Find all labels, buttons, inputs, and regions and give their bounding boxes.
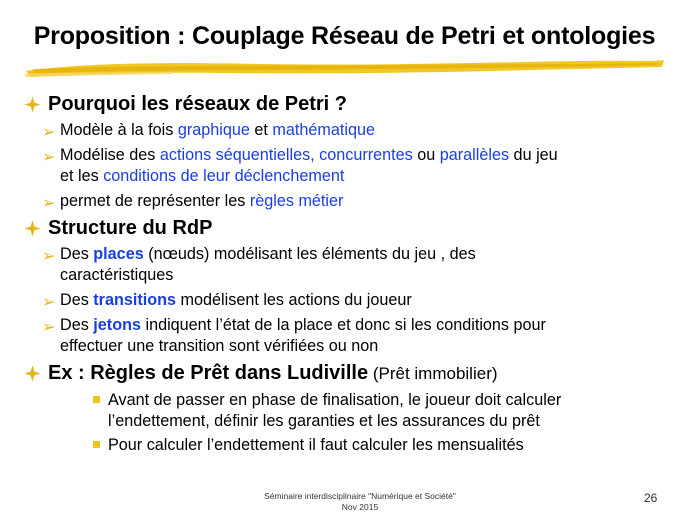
slide-content — [24, 92, 684, 459]
section-heading-pourquoi — [24, 92, 684, 116]
highlight-text: règles métier — [249, 192, 344, 210]
arrow-bullet-icon: ➢ — [42, 294, 56, 311]
list-item — [24, 244, 684, 286]
section-heading-text: Ex : Règles de Prêt dans Ludiville — [48, 362, 369, 384]
title-underline-brush — [22, 56, 667, 82]
arrow-bullet-icon: ➢ — [42, 319, 56, 336]
text: et — [249, 121, 273, 139]
text: Pour calculer l’endettement il faut calculer les mensualités — [108, 436, 524, 454]
highlight-text: graphique — [177, 121, 250, 139]
arrow-bullet-icon: ➢ — [42, 195, 56, 212]
text: Des — [60, 316, 94, 334]
section-heading-structure — [24, 216, 684, 240]
text: du jeu — [509, 146, 558, 164]
section-heading-text: Structure du RdP — [48, 217, 213, 239]
text: caractéristiques — [60, 266, 174, 284]
highlight-text: jetons — [93, 316, 141, 334]
square-bullet-icon — [93, 396, 100, 403]
footer-date: Nov 2015 — [341, 502, 379, 512]
list-item — [24, 290, 684, 311]
text: et les — [60, 167, 104, 185]
footer-seminar: Séminaire interdisciplinaire "Numérique et Société" — [264, 491, 456, 501]
list-item — [24, 145, 684, 187]
text: permet de représenter les — [60, 192, 250, 210]
highlight-text: mathématique — [272, 121, 375, 139]
section-heading-exemple — [24, 361, 684, 386]
diamond-bullet-icon — [24, 96, 41, 113]
text: Des — [60, 245, 94, 263]
section-heading-note: (Prêt immobilier) — [368, 364, 498, 383]
arrow-bullet-icon: ➢ — [42, 149, 56, 166]
square-bullet-icon — [93, 441, 100, 448]
text: Modèle à la fois — [60, 121, 178, 139]
page-number: 26 — [644, 491, 658, 505]
slide-title: Proposition : Couplage Réseau de Petri et ontologies — [33, 22, 656, 50]
highlight-text: conditions de leur déclenchement — [103, 167, 345, 185]
arrow-bullet-icon: ➢ — [42, 248, 56, 265]
list-item — [24, 315, 684, 357]
text: Avant de passer en phase de finalisation, le joueur doit calculer — [108, 391, 562, 409]
text: effectuer une transition sont vérifiées ou non — [60, 337, 379, 355]
list-item — [24, 435, 684, 456]
section-heading-text: Pourquoi les réseaux de Petri ? — [48, 93, 347, 115]
text: (nœuds) modélisant les éléments du jeu , des — [143, 245, 476, 263]
text: ou — [412, 146, 440, 164]
highlight-text: places — [93, 245, 144, 263]
list-item — [24, 390, 684, 432]
highlight-text: transitions — [93, 291, 177, 309]
diamond-bullet-icon — [24, 220, 41, 237]
highlight-text: actions séquentielles, concurrentes — [159, 146, 413, 164]
text: indiquent l’état de la place et donc si les conditions pour — [140, 316, 546, 334]
list-item — [24, 191, 684, 212]
text: Des — [60, 291, 94, 309]
diamond-bullet-icon — [24, 365, 41, 382]
text: l’endettement, définir les garanties et les assurances du prêt — [108, 412, 540, 430]
arrow-bullet-icon: ➢ — [42, 124, 56, 141]
list-item — [24, 120, 684, 141]
text: Modélise des — [60, 146, 160, 164]
text: modélisent les actions du joueur — [176, 291, 412, 309]
highlight-text: parallèles — [439, 146, 510, 164]
footer — [200, 491, 520, 513]
